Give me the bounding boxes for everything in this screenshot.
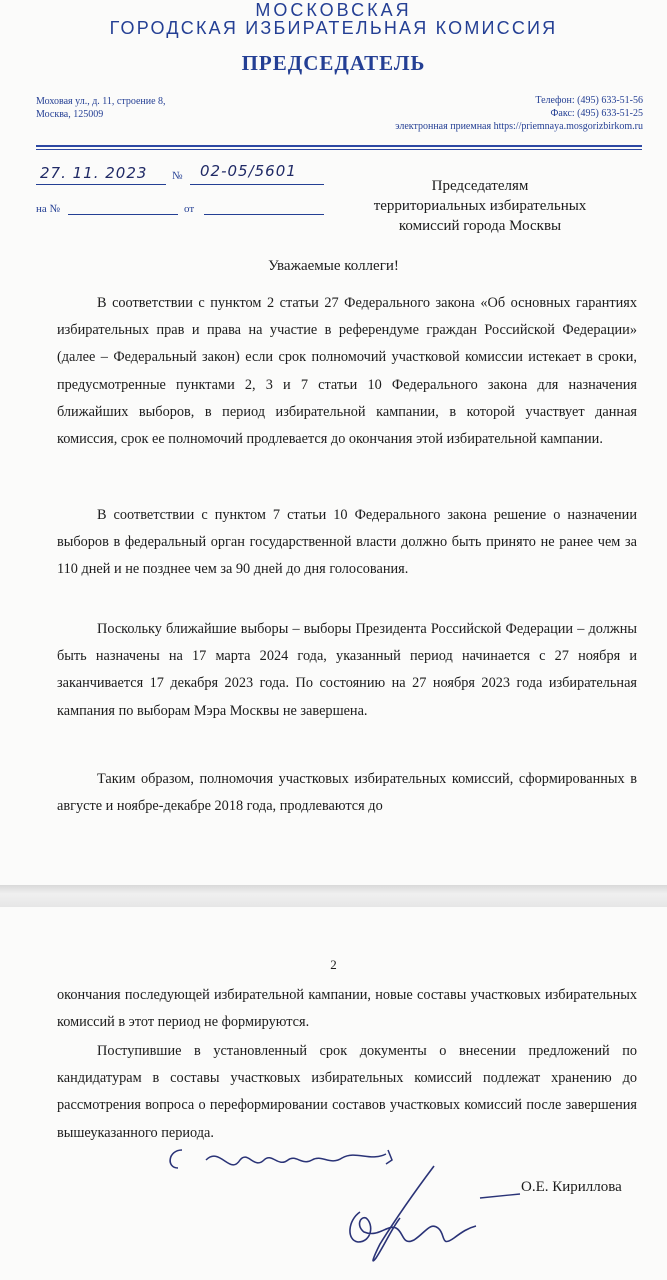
addressee-line3: комиссий города Москвы: [398, 218, 562, 234]
ref-number-label: на №: [36, 203, 61, 215]
paragraph-4: Таким образом, полномочия участковых избирательных комиссий, сформированных в августе и ноябре-декабре 2018 года, продлеваются до: [57, 771, 637, 815]
contacts-block: [395, 94, 643, 133]
date-underline: [36, 184, 166, 185]
addressee-line1: Председателям: [431, 178, 529, 194]
greeting: Уважаемые коллеги!: [268, 258, 399, 274]
number-label: №: [172, 170, 183, 182]
paragraph-2: В соответствии с пунктом 7 статьи 10 Федерального закона решение о назначении выборов в федеральный орган государственной власти должно быть принято не ранее чем за 110 дней и не позднее чем за 90 дней до дня голосования.: [57, 507, 637, 578]
paragraph-1: В соответствии с пунктом 2 статьи 27 Федерального закона «Об основных гарантиях избирательных прав и права на участие в референдуме граждан Российской Федерации» (далее – Федеральный закон) если срок полномочий участковой комиссии истекает в сроки, предусмотренные пунктами 2, 3 и 7 статьи 10 Федерального закона для назначения ближайших выборов, в период избирательной кампании, в которой участвует данная комиссия, срок ее полномочий продлевается до окончания этой избирательной кампании.: [57, 295, 637, 448]
letterhead-rule-thin: [36, 149, 642, 150]
page-number: 2: [330, 957, 337, 972]
paragraph-5: окончания последующей избирательной кампании, новые составы участковых избирательных комиссий в этот период не формируются.: [57, 987, 637, 1031]
letterhead-rule: [36, 145, 642, 147]
electronic-reception: электронная приемная https://priemnaya.mosgorizbirkom.ru: [395, 121, 643, 132]
ref-number-underline: [68, 214, 178, 215]
ref-from-label: от: [184, 203, 195, 215]
document-page-2: [0, 907, 667, 1280]
addressee-line2: территориальных избирательных: [373, 198, 587, 214]
phone-number: Телефон: (495) 633-51-56: [535, 95, 643, 106]
document-number: 02-05/5601: [200, 162, 297, 180]
address-line1: Моховая ул., д. 11, строение 8,: [36, 96, 166, 107]
address-line2: Москва, 125009: [36, 109, 104, 120]
organization-name-line2: ГОРОДСКАЯ ИЗБИРАТЕЛЬНАЯ КОМИССИЯ: [109, 18, 558, 38]
addressee-block: [345, 176, 615, 236]
fax-number: Факс: (495) 633-51-25: [550, 108, 643, 119]
ref-from-underline: [204, 214, 324, 215]
paragraph-3: Поскольку ближайшие выборы – выборы Президента Российской Федерации – должны быть назначены на 17 марта 2024 года, указанный период начинается с 27 ноября и заканчивается 17 декабря 2023 года. По состоянию на 27 ноября 2023 года избирательная кампания по выборам Мэра Москвы не завершена.: [57, 621, 637, 719]
paragraph-6: Поступившие в установленный срок документы о внесении предложений по кандидатурам в составы участковых избирательных комиссий подлежат хранению до рассмотрения вопроса о переформировании составов участковых комиссий после завершения вышеуказанного периода.: [57, 1043, 637, 1141]
signatory-name: О.Е. Кириллова: [521, 1179, 622, 1195]
position-title: ПРЕДСЕДАТЕЛЬ: [241, 51, 426, 75]
address-block: [36, 95, 166, 121]
page-break: [0, 885, 667, 907]
signature-graphic: [330, 1162, 530, 1272]
organization-name-line1: МОСКОВСКАЯ: [255, 0, 412, 20]
document-date: 27. 11. 2023: [40, 164, 148, 182]
number-underline: [190, 184, 324, 185]
